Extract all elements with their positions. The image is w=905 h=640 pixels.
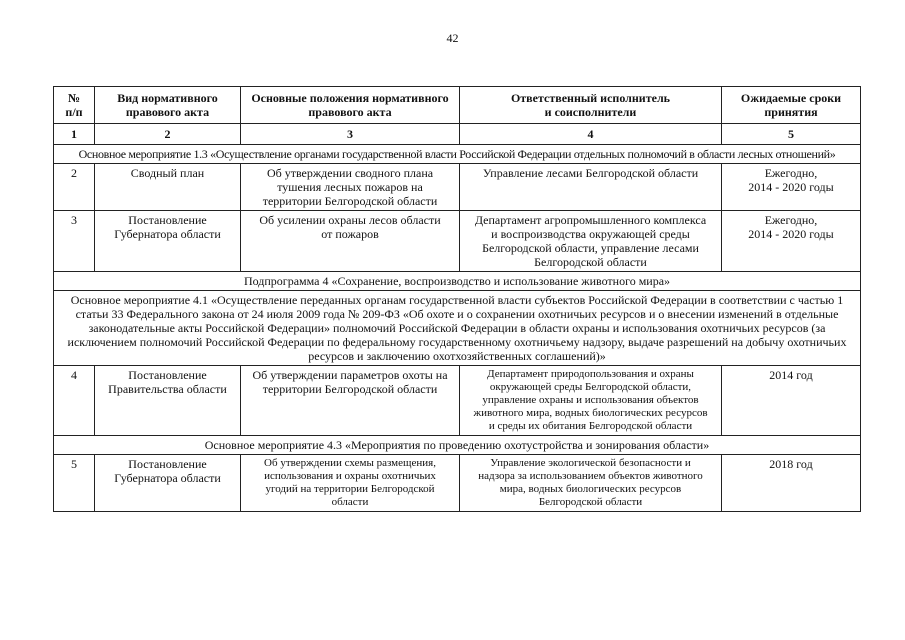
- act-type-cell: Постановление Губернатора области: [95, 455, 241, 512]
- section-heading: Основное мероприятие 4.3 «Мероприятия по проведению охотустройства и зонирования области»: [54, 436, 861, 455]
- table-row: [54, 455, 861, 512]
- header-number: № п/п: [54, 87, 95, 124]
- responsible-cell: Управление лесами Белгородской области: [460, 164, 722, 211]
- header-act-type: Вид нормативного правового акта: [95, 87, 241, 124]
- table-row: [54, 164, 861, 211]
- page-number: 42: [446, 31, 459, 45]
- row-number: 3: [54, 211, 95, 272]
- header-deadline: Ожидаемые сроки принятия: [722, 87, 861, 124]
- column-number: 3: [241, 124, 460, 145]
- section-row: [54, 272, 861, 291]
- row-number: 4: [54, 366, 95, 436]
- provisions-cell: Об утверждении схемы размещения, использования и охраны охотничьих угодий на территории Белгородской области: [241, 455, 460, 512]
- responsible-cell: Управление экологической безопасности и надзора за использованием объектов животного мира, водных биологических ресурсов Белгородской области: [460, 455, 722, 512]
- column-number: 4: [460, 124, 722, 145]
- section-heading: Основное мероприятие 4.1 «Осуществление переданных органам государственной власти субъектов Российской Федерации в соответствии с частью 1 статьи 33 Федерального закона от 24 июля 2009 года № 209-ФЗ «Об охоте и о сохранении охотничьих ресурсов и о внесении изменений в отдельные законодательные акты Российской Федерации» полномочий Российской Федерации в области охраны и использования охотничьих ресурсов (за исключением полномочий Российской Федерации по федеральному государственному охотничьему надзору, выдаче разрешений на добычу охотничьих ресурсов и заключению охотхозяйственных соглашений)»: [54, 291, 861, 366]
- act-type-cell: Постановление Губернатора области: [95, 211, 241, 272]
- regulatory-acts-table: [53, 86, 861, 512]
- row-number: 2: [54, 164, 95, 211]
- column-number-row: [54, 124, 861, 145]
- act-type-cell: Постановление Правительства области: [95, 366, 241, 436]
- table-row: [54, 211, 861, 272]
- section-row: [54, 145, 861, 164]
- section-row: [54, 291, 861, 366]
- section-heading: Основное мероприятие 1.3 «Осуществление органами государственной власти Российской Федерации отдельных полномочий в области лесных отношений»: [54, 145, 861, 164]
- header-provisions: Основные положения нормативного правового акта: [241, 87, 460, 124]
- provisions-cell: Об утверждении параметров охоты на территории Белгородской области: [241, 366, 460, 436]
- table-row: [54, 366, 861, 436]
- table-header-row: [54, 87, 861, 124]
- column-number: 2: [95, 124, 241, 145]
- responsible-cell: Департамент агропромышленного комплекса и воспроизводства окружающей среды Белгородской области, управление лесами Белгородской области: [460, 211, 722, 272]
- deadline-cell: 2014 год: [722, 366, 861, 436]
- subprogram-heading: Подпрограмма 4 «Сохранение, воспроизводство и использование животного мира»: [54, 272, 861, 291]
- header-responsible: Ответственный исполнитель и соисполнители: [460, 87, 722, 124]
- column-number: 5: [722, 124, 861, 145]
- section-row: [54, 436, 861, 455]
- provisions-cell: Об утверждении сводного плана тушения лесных пожаров на территории Белгородской области: [241, 164, 460, 211]
- column-number: 1: [54, 124, 95, 145]
- deadline-cell: Ежегодно, 2014 - 2020 годы: [722, 211, 861, 272]
- row-number: 5: [54, 455, 95, 512]
- responsible-cell: Департамент природопользования и охраны окружающей среды Белгородской области, управление охраны и использования объектов животного мира, водных биологических ресурсов и среды их обитания Белгородской области: [460, 366, 722, 436]
- provisions-cell: Об усилении охраны лесов области от пожаров: [241, 211, 460, 272]
- deadline-cell: 2018 год: [722, 455, 861, 512]
- act-type-cell: Сводный план: [95, 164, 241, 211]
- deadline-cell: Ежегодно, 2014 - 2020 годы: [722, 164, 861, 211]
